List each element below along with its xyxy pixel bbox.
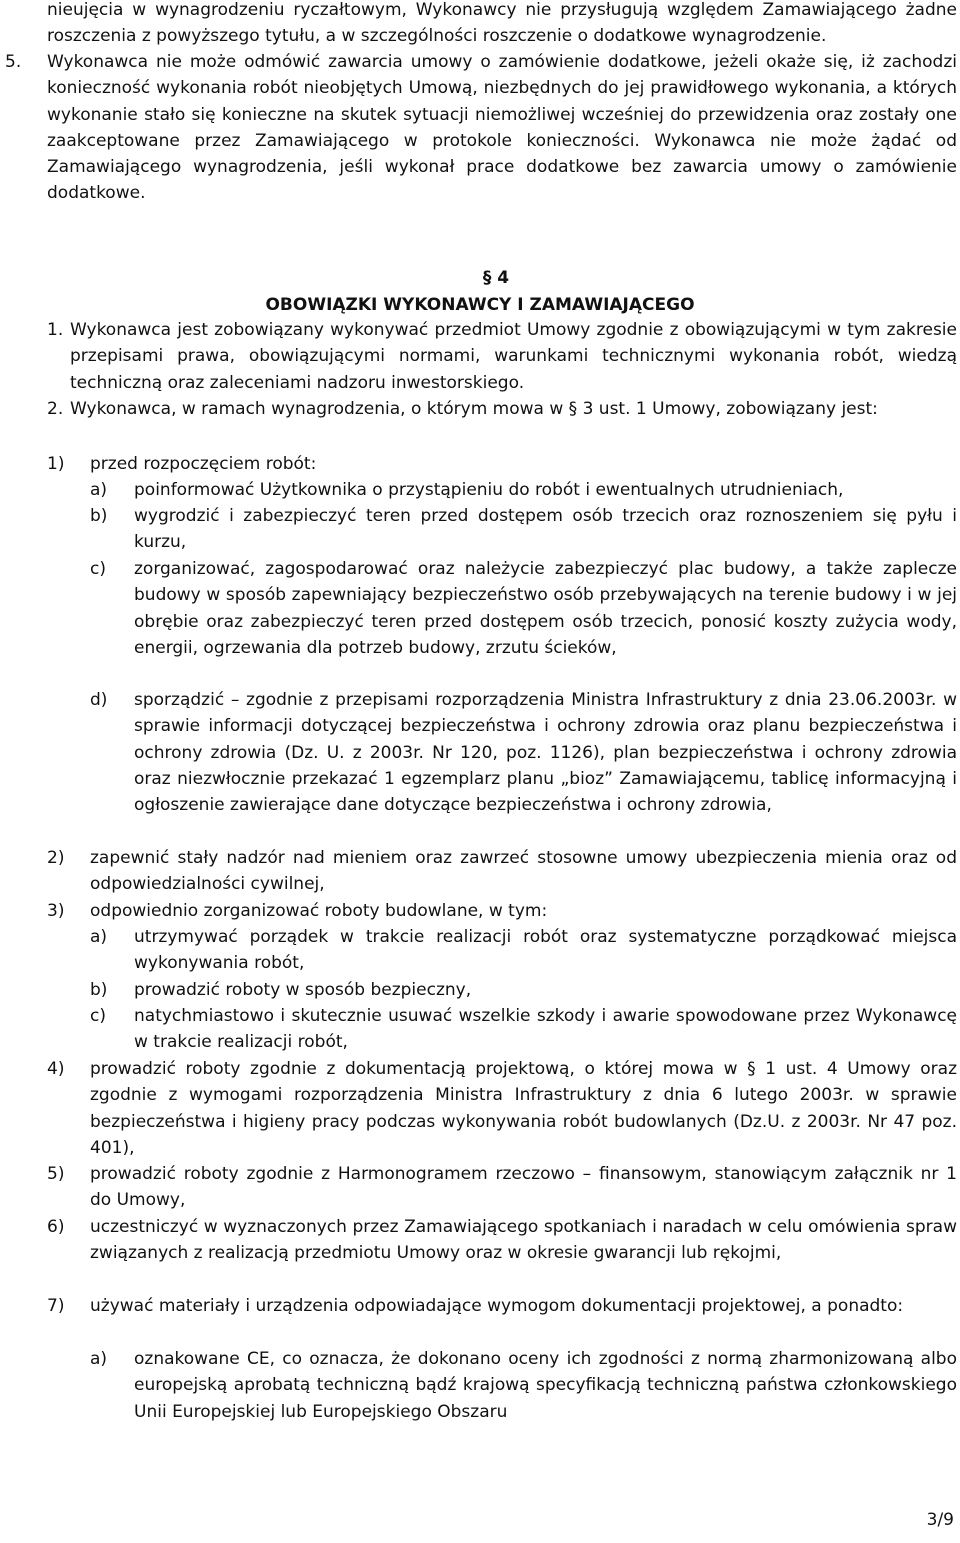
list-item-number: 2) (47, 848, 65, 868)
list-item-number: 5) (47, 1164, 65, 1184)
paragraph-number: 5. (5, 52, 22, 72)
section-title: OBOWIĄZKI WYKONAWCY I ZAMAWIAJĄCEGO (265, 295, 695, 315)
sublist-item-text: oznakowane CE, co oznacza, że dokonano oceny ich zgodności z normą zharmonizowaną albo europejską aprobatą techniczną bądź krajową specyfikacją techniczną państwa członkowskiego Unii Europejskiej lub Europejskiego Obszaru (134, 1349, 957, 1422)
list-item-text: odpowiednio zorganizować roboty budowlane, w tym: (90, 901, 548, 921)
list-item-number: 1) (47, 454, 65, 474)
list-item-text: uczestniczyć w wyznaczonych przez Zamawiającego spotkaniach i naradach w celu omówienia spraw związanych z realizacją przedmiotu Umowy oraz w okresie gwarancji lub rękojmi, (90, 1217, 957, 1264)
paragraph-5: Wykonawca nie może odmówić zawarcia umowy o zamówienie dodatkowe, jeżeli okaże się, iż zachodzi konieczność wykonania robót nieobjętych Umową, niezbędnych do jej prawidłowego wykonania, a których wykonanie stało się konieczne na skutek sytuacji niemożliwej wcześniej do przewidzenia oraz zostały one zaakceptowane przez Zamawiającego w protokole konieczności. Wykonawca nie może żądać od Zamawiającego wynagrodzenia, jeśli wykonał prace dodatkowe bez zawarcia umowy o zamówienie dodatkowe. (47, 52, 957, 204)
item-1-text: Wykonawca jest zobowiązany wykonywać przedmiot Umowy zgodnie z obowiązującymi w tym zakresie przepisami prawa, obowiązującymi normami, warunkami technicznymi wykonania robót, wiedzą techniczną oraz zaleceniami nadzoru inwestorskiego. (70, 320, 957, 393)
sublist-item-letter: c) (90, 559, 106, 579)
sublist-item-letter: d) (90, 690, 108, 710)
sublist-item-letter: a) (90, 1349, 108, 1369)
sublist-item-text: poinformować Użytkownika o przystąpieniu do robót i ewentualnych utrudnieniach, (134, 480, 844, 500)
item-number: 1. (47, 320, 64, 340)
sublist-item-text: zorganizować, zagospodarować oraz należycie zabezpieczyć plac budowy, a także zaplecze budowy w sposób zapewniający bezpieczeństwo osób przebywających na terenie budowy i w jej obrębie oraz zabezpieczyć teren przed dostępem osób trzecich, ponosić koszty zużycia wody, energii, ogrzewania dla potrzeb budowy, zrzutu ścieków, (134, 559, 957, 658)
sublist-item-text: wygrodzić i zabezpieczyć teren przed dostępem osób trzecich oraz roznoszeniem się pyłu i kurzu, (134, 506, 957, 553)
sublist-item-letter: c) (90, 1006, 106, 1026)
page-number: 3/9 (926, 1510, 954, 1530)
sublist-item-text: natychmiastowo i skutecznie usuwać wszelkie szkody i awarie spowodowane przez Wykonawcę w trakcie realizacji robót, (134, 1006, 957, 1053)
list-item-text: zapewnić stały nadzór nad mieniem oraz zawrzeć stosowne umowy ubezpieczenia mienia oraz od odpowiedzialności cywilnej, (90, 848, 957, 895)
sublist-item-text: prowadzić roboty w sposób bezpieczny, (134, 980, 472, 1000)
paragraph-continuation: nieujęcia w wynagrodzeniu ryczałtowym, Wykonawcy nie przysługują względem Zamawiającego żadne roszczenia z powyższego tytułu, a w szczególności roszczenie o dodatkowe wynagrodzenie. (47, 0, 957, 47)
list-item-number: 6) (47, 1217, 65, 1237)
list-item-text: przed rozpoczęciem robót: (90, 454, 317, 474)
list-item-text: używać materiały i urządzenia odpowiadające wymogom dokumentacji projektowej, a ponadto: (90, 1296, 904, 1316)
sublist-item-text: utrzymywać porządek w trakcie realizacji robót oraz systematyczne porządkować miejsca wykonywania robót, (134, 927, 957, 974)
sublist-item-letter: a) (90, 480, 108, 500)
list-item-number: 4) (47, 1059, 65, 1079)
sublist-item-letter: b) (90, 506, 108, 526)
list-item-text: prowadzić roboty zgodnie z Harmonogramem rzeczowo – finansowym, stanowiącym załącznik nr 1 do Umowy, (90, 1164, 957, 1211)
sublist-item-text: sporządzić – zgodnie z przepisami rozporządzenia Ministra Infrastruktury z dnia 23.06.2003r. w sprawie informacji dotyczącej bezpieczeństwa i ochrony zdrowia oraz planu bezpieczeństwa i ochrony zdrowia (Dz. U. z 2003r. Nr 120, poz. 1126), plan bezpieczeństwa i ochrony zdrowia oraz niezwłocznie przekazać 1 egzemplarz planu „bioz” Zamawiającemu, tablicę informacyjną i ogłoszenie zawierające dane dotyczące bezpieczeństwa i ochrony zdrowia, (134, 690, 957, 816)
item-2-text: Wykonawca, w ramach wynagrodzenia, o którym mowa w § 3 ust. 1 Umowy, zobowiązany jest: (70, 399, 878, 419)
section-symbol: § 4 (482, 268, 510, 288)
item-number: 2. (47, 399, 64, 419)
sublist-item-letter: b) (90, 980, 108, 1000)
list-item-number: 3) (47, 901, 65, 921)
sublist-item-letter: a) (90, 927, 108, 947)
list-item-number: 7) (47, 1296, 65, 1316)
list-item-text: prowadzić roboty zgodnie z dokumentacją projektową, o której mowa w § 1 ust. 4 Umowy oraz zgodnie z wymogami rozporządzenia Ministra Infrastruktury z dnia 6 lutego 2003r. w sprawie bezpieczeństwa i higieny pracy podczas wykonywania robót budowlanych (Dz.U. z 2003r. Nr 47 poz. 401), (90, 1059, 957, 1158)
